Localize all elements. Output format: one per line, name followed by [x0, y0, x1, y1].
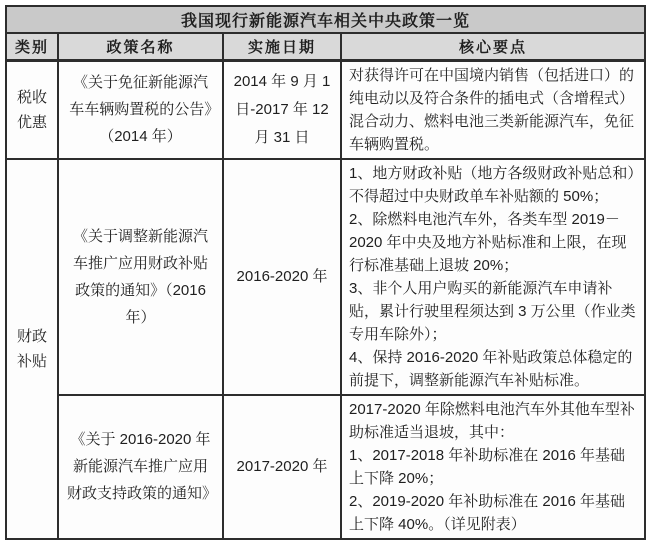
date-cell-subsidy-2017: 2017-2020 年 — [223, 395, 341, 539]
points-cell-tax — [341, 60, 645, 159]
core-point: 对获得许可在中国境内销售（包括进口）的纯电动以及符合条件的插电式（含增程式）混合动力、燃料电池三类新能源汽车，免征车辆购置税。 — [349, 66, 635, 153]
core-point: 1、地方财政补贴（地方各级财政补贴总和）不得超过中央财政单车补贴额的 50%； — [349, 164, 635, 205]
date-cell-subsidy-2016: 2016-2020 年 — [223, 159, 341, 395]
table-title: 我国现行新能源汽车相关中央政策一览 — [6, 6, 645, 33]
col-header-category: 类别 — [6, 33, 58, 60]
title-row — [6, 6, 645, 33]
core-point: 2、除燃料电池汽车外，各类车型 2019－2020 年中央及地方补贴标准和上限，在现行标准基础上退坡 20%； — [349, 210, 627, 274]
date-cell-tax: 2014 年 9 月 1 日-2017 年 12 月 31 日 — [223, 60, 341, 159]
policy-name-cell-subsidy-2017: 《关于 2016-2020 年新能源汽车推广应用财政支持政策的通知》 — [58, 395, 223, 539]
core-point: 1、2017-2018 年补助标准在 2016 年基础上下降 20%； — [349, 446, 625, 487]
core-point: 2017-2020 年除燃料电池汽车外其他车型补助标准适当退坡，其中： — [349, 400, 635, 441]
points-cell-subsidy-2017 — [341, 395, 645, 539]
table-row-subsidy-2017 — [6, 395, 645, 539]
core-point: 2、2019-2020 年补助标准在 2016 年基础上下降 40%。（详见附表） — [349, 492, 625, 533]
table-row-subsidy-2016 — [6, 159, 645, 395]
category-cell-tax: 税收优惠 — [6, 60, 58, 159]
core-point: 4、保持 2016-2020 年补贴政策总体稳定的前提下，调整新能源汽车补贴标准。 — [349, 348, 633, 389]
header-row — [6, 33, 645, 60]
policy-name-cell-subsidy-2016: 《关于调整新能源汽车推广应用财政补贴政策的通知》（2016 年） — [58, 159, 223, 395]
col-header-date: 实施日期 — [223, 33, 341, 60]
table-row-tax — [6, 60, 645, 159]
category-cell-subsidy: 财政补贴 — [6, 159, 58, 539]
core-point: 3、非个人用户购买的新能源汽车申请补贴，累计行驶里程须达到 3 万公里（作业类专用车除外）； — [349, 279, 636, 343]
policy-name-cell-tax: 《关于免征新能源汽车车辆购置税的公告》（2014 年） — [58, 60, 223, 159]
policy-table — [5, 5, 646, 540]
col-header-policy: 政策名称 — [58, 33, 223, 60]
points-cell-subsidy-2016 — [341, 159, 645, 395]
col-header-points: 核心要点 — [341, 33, 645, 60]
